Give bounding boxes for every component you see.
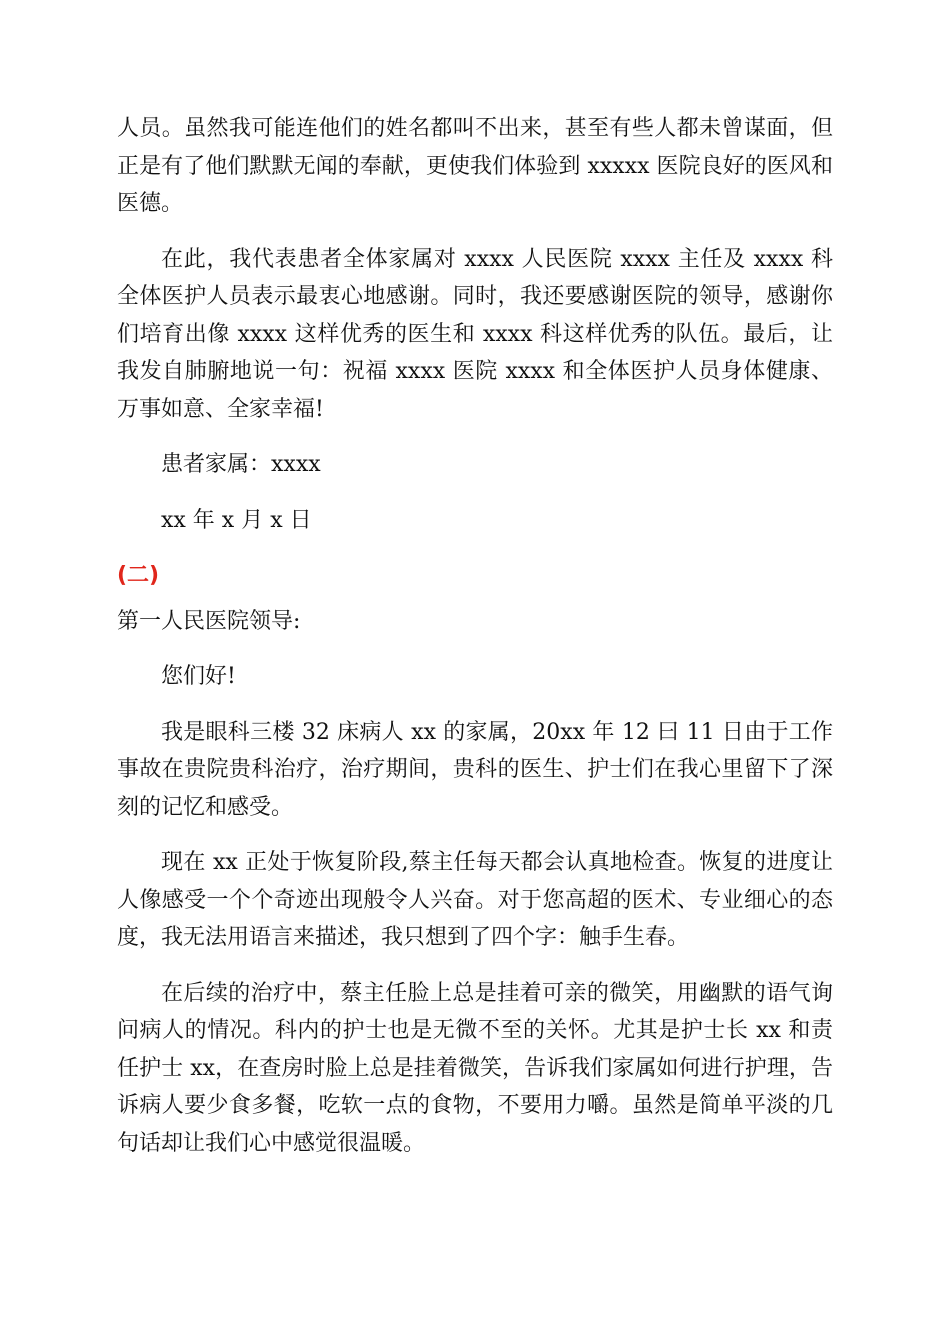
letter2-paragraph-1: 我是眼科三楼 32 床病人 xx 的家属，20xx 年 12 曰 11 日由于工作事故在贵院贵科治疗，治疗期间，贵科的医生、护士们在我心里留下了深刻的记忆和感受。 (117, 719, 833, 820)
letter2-paragraph-2: 现在 xx 正处于恢复阶段,蔡主任每天都会认真地检查。恢复的进度让人像感受一个个奇迹出现般令人兴奋。对于您高超的医术、专业细心的态度，我无法用语言来描述，我只想到了四个字：触手生春。 (117, 850, 833, 950)
letter1-date: xx 年 x 月 x 日 (161, 507, 312, 533)
letter1-paragraph-2: 在此，我代表患者全体家属对 xxxx 人民医院 xxxx 主任及 xxxx 科全体医护人员表示最衷心地感谢。同时，我还要感谢医院的领导，感谢你们培育出像 xxxx 这样优秀的医生和 xxxx 科这样优秀的队伍。最后，让我发自肺腑地说一句：祝福 xxxx 医院 xxxx 和全体医护人员身体健康、万事如意、全家幸福! (117, 246, 833, 422)
letter1-signer: 患者家属：xxxx (161, 452, 321, 477)
letter2-salutation: 第一人民医院领导: (117, 608, 301, 634)
letter2-paragraph-3: 在后续的治疗中，蔡主任脸上总是挂着可亲的微笑，用幽默的语气询问病人的情况。科内的护士也是无微不至的关怀。尤其是护士长 xx 和责任护士 xx，在查房时脸上总是挂着微笑，告诉我们家属如何进行护理，告诉病人要少食多餐，吃软一点的食物，不要用力嚼。虽然是简单平淡的几句话却让我们心中感觉很温暖。 (117, 980, 833, 1156)
document-body (117, 110, 833, 1180)
section-heading: (二) (117, 563, 160, 588)
letter2-greeting: 您们好! (161, 664, 236, 689)
letter1-paragraph-1: 人员。虽然我可能连他们的姓名都叫不出来，甚至有些人都未曾谋面，但正是有了他们默默无闻的奉献，更使我们体验到 xxxxx 医院良好的医风和医德。 (117, 116, 833, 216)
